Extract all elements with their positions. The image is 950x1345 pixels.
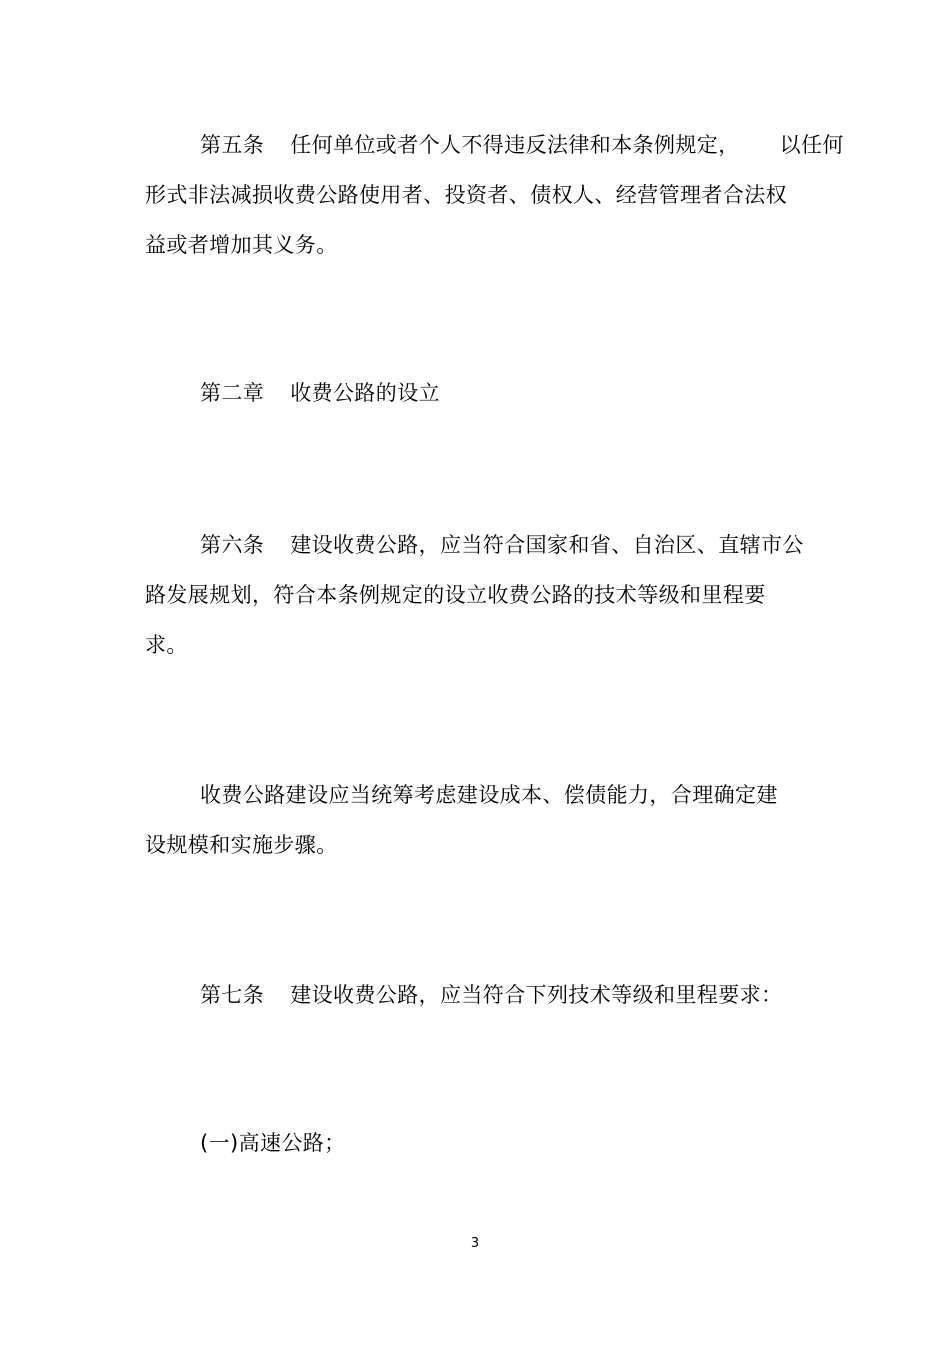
article5-text-part2: 以任何 <box>779 133 844 157</box>
construction-para-line1: 收费公路建设应当统筹考虑建设成本、偿债能力，合理确定建 <box>200 783 778 807</box>
article6-line1 <box>200 530 804 560</box>
article5-line1 <box>200 130 844 160</box>
article6-line3: 求。 <box>145 633 188 657</box>
article6-line2: 路发展规划，符合本条例规定的设立收费公路的技术等级和里程要 <box>145 583 766 607</box>
article5-text-part1: 任何单位或者个人不得违反法律和本条例规定， <box>290 133 740 157</box>
chapter-heading <box>200 378 440 408</box>
article7-text: 建设收费公路，应当符合下列技术等级和里程要求： <box>290 983 783 1007</box>
list-item-1: (一)高速公路； <box>200 1131 346 1155</box>
article6-text: 建设收费公路，应当符合国家和省、自治区、直辖市公 <box>290 533 804 557</box>
article5-line3: 益或者增加其义务。 <box>145 233 338 257</box>
chapter-label: 第二章 <box>200 381 265 405</box>
article7-label: 第七条 <box>200 983 265 1007</box>
article5-label: 第五条 <box>200 133 265 157</box>
chapter-title: 收费公路的设立 <box>290 381 441 405</box>
page-number: 3 <box>470 1236 480 1251</box>
construction-para-line2: 设规模和实施步骤。 <box>145 833 338 857</box>
article5-line2: 形式非法减损收费公路使用者、投资者、债权人、经营管理者合法权 <box>145 183 787 207</box>
article7-line1 <box>200 980 782 1010</box>
article6-label: 第六条 <box>200 533 265 557</box>
